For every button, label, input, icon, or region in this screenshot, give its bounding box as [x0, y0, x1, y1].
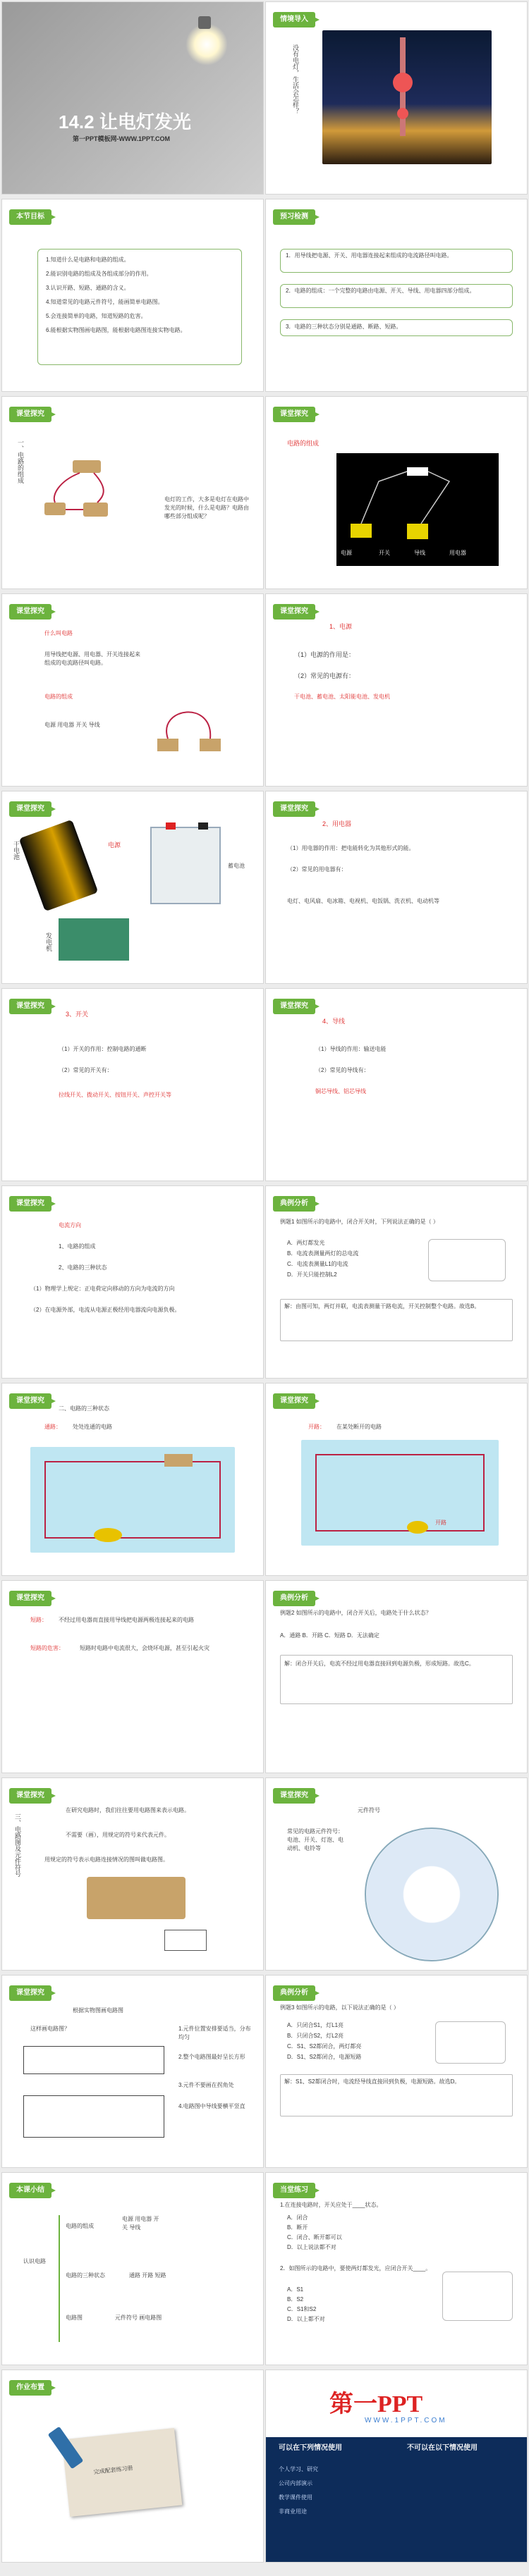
goal-4: 5.会连接简单的电路，知道短路的危害。 — [46, 313, 147, 319]
tag-precheck: 预习检测 — [273, 209, 315, 225]
example3-question: 例题3 如图所示的电路，以下说法正确的是（ ） — [280, 2004, 399, 2011]
wire-q1: （1）导线的作用：输送电能 — [315, 1046, 387, 1052]
circuit-definition: 用导线把电源、用电器、开关连接起来组成的电流路径叫电路。 — [44, 651, 140, 666]
precheck-q2: 2．电路的组成：一个完整的电路由电源、开关、导线、用电器四部分组成。 — [286, 288, 475, 294]
row-1: 公司内部演示 — [279, 2480, 312, 2486]
tag-example-1: 典例分析 — [273, 1196, 315, 1212]
circuit-vertical-text: 一、电路的组成 — [17, 439, 24, 483]
label-3: 用电器 — [449, 550, 466, 556]
subtitle-text: 第一PPT模板网-WWW.1PPT.COM — [73, 135, 170, 142]
example1-answer: 解：由图可知，两灯并联，电流表测量干路电流，开关控制整个电路。故选B。 — [284, 1303, 480, 1309]
battery-vlabel: 干电池 — [13, 841, 20, 860]
generator-label: 发电机 — [45, 932, 52, 951]
draw-sample-1 — [23, 2046, 164, 2074]
night-city-image — [322, 30, 492, 164]
wire-answer: 铜芯导线、铝芯导线 — [315, 1088, 366, 1095]
short-harm-label: 短路的危害： — [30, 1645, 64, 1651]
draw-step-1: 2.整个电路图最好呈长方形 — [178, 2054, 245, 2060]
short-desc: 不经过用电器而直接用导线把电源两极连接起来的电路 — [59, 1617, 194, 1623]
example2-answer: 解：闭合开关后，电流不经过用电器直接回到电源负极，形成短路。故选C。 — [284, 1660, 475, 1667]
symbols-title: 元件符号 — [358, 1807, 380, 1813]
diagram-photo — [87, 1877, 186, 1919]
slide-circuit-2[interactable] — [265, 396, 528, 589]
current-p2: （2）在电源外部，电流从电源正极经用电器流向电源负极。 — [30, 1307, 181, 1313]
current-l1: 1、电路的组成 — [59, 1243, 96, 1250]
power-q2: （2）常见的电源有： — [294, 672, 355, 679]
tag-explore-5: 课堂探究 — [9, 801, 51, 817]
slide-circuit-def[interactable] — [1, 593, 264, 787]
slide-current-direction[interactable] — [1, 1185, 264, 1379]
current-p1: （1）物理学上规定：正电荷定向移动的方向为电流的方向 — [30, 1286, 175, 1292]
exercise-figure — [442, 2272, 513, 2321]
open-desc: 在某处断开的电路 — [336, 1424, 382, 1430]
homework-card-text: 完成配套练习册 — [93, 2465, 133, 2476]
appliance-q1: （1）用电器的作用：把电能转化为其他形式的能。 — [287, 845, 415, 851]
symbols-note: 常见的电路元件符号：电池、开关、灯泡、电动机、电铃等 — [287, 1828, 343, 1851]
slide-symbols[interactable] — [265, 1777, 528, 1971]
slide-wire[interactable] — [265, 988, 528, 1181]
allowed-heading: 可以在下列情况使用 — [279, 2444, 342, 2452]
closed-circuit-image — [30, 1447, 235, 1553]
label-0: 电源 — [341, 550, 352, 556]
exercise-q1-a: A．闭合 — [287, 2214, 308, 2221]
slide-switch[interactable] — [1, 988, 264, 1181]
exercise-q2: 2．如图所示的电路中，要使两灯都发光，应闭合开关____。 — [280, 2265, 432, 2272]
exercise-q1-b: B．断开 — [287, 2224, 308, 2231]
circuit-comp-title: 电路的组成 — [44, 694, 73, 700]
slide-copyright[interactable] — [265, 2369, 528, 2563]
label-2: 导线 — [414, 550, 425, 556]
tag-explore-14: 课堂探究 — [273, 1788, 315, 1804]
exercise-q2-d: D．以上都不对 — [287, 2316, 325, 2322]
tag-exercise: 当堂练习 — [273, 2183, 315, 2198]
example1-opt-b: B．电流表测量两灯的总电流 — [287, 1250, 359, 1257]
summary-branch-2-items: 通路 开路 短路 — [129, 2272, 166, 2279]
example1-figure — [428, 1239, 506, 1281]
example1-opt-d: D．开关只能控制L2 — [287, 1271, 337, 1278]
precheck-q3: 3．电路的三种状态分别是通路、断路、短路。 — [286, 323, 402, 330]
power-answer: 干电池、蓄电池、太阳能电池、发电机 — [294, 694, 390, 700]
exercise-q2-c: C．S1和S2 — [287, 2306, 317, 2312]
tag-explore-13: 课堂探究 — [9, 1788, 51, 1804]
goal-0: 1.知道什么是电路和电路的组成。 — [46, 257, 130, 263]
slide-closed-circuit[interactable] — [1, 1383, 264, 1576]
short-harm-desc: 短路时电路中电流很大，会烧坏电源，甚至引起火灾 — [80, 1645, 209, 1651]
ppt-logo: 第一PPT — [329, 2391, 423, 2417]
goal-5: 6.能根据实物图画电路图，能根据电路图连接实物电路。 — [46, 327, 186, 333]
draw-step-0: 1.元件位置安排要适当，分布均匀 — [178, 2026, 251, 2040]
exercise-q2-a: A．S1 — [287, 2286, 304, 2293]
tag-explore-10: 课堂探究 — [9, 1393, 51, 1409]
tag-explore-3: 课堂探究 — [9, 604, 51, 620]
example3-opt-c: C．S1、S2都闭合，两灯都亮 — [287, 2043, 362, 2050]
exercise-q2-b: B．S2 — [287, 2296, 304, 2303]
bulb-glow-icon — [186, 23, 228, 66]
goal-1: 2.能识别电路的组成及各组成部分的作用。 — [46, 271, 152, 277]
slide-power[interactable] — [265, 593, 528, 787]
appliance-q2: （2）常见的用电器有： — [287, 866, 347, 873]
circuit-black-photo — [336, 453, 499, 566]
open-label: 开路： — [308, 1424, 325, 1430]
goal-2: 3.认识开路、短路、通路的含义。 — [46, 285, 130, 291]
label-1: 开关 — [379, 550, 390, 556]
copyright-panel — [266, 2437, 527, 2563]
open-circuit-image — [301, 1440, 499, 1546]
storage-battery-image — [150, 827, 221, 904]
tag-explore-6: 课堂探究 — [273, 801, 315, 817]
power-source-label: 电源 — [108, 842, 121, 849]
tag-explore-4: 课堂探究 — [273, 604, 315, 620]
slide-intro[interactable] — [265, 1, 528, 195]
circuit-photo-2 — [143, 700, 249, 763]
current-dir-title: 电流方向 — [59, 1222, 81, 1228]
circuit-note: 电灯的工作，大多是电灯在电路中发光的时候，什么是电路？电路由哪些部分组成呢？ — [164, 496, 249, 519]
example1-question: 例题1 如图所示的电路中，闭合开关时，下列说法正确的是（ ） — [280, 1219, 439, 1225]
bulb-base-icon — [198, 16, 211, 29]
generator-image — [59, 918, 129, 961]
diagram-symbol — [164, 1930, 207, 1951]
slide-batteries[interactable] — [1, 791, 264, 984]
slide-title[interactable] — [1, 1, 264, 195]
tag-explore-1: 课堂探究 — [9, 407, 51, 422]
slide-draw-diagram[interactable] — [1, 1975, 264, 2168]
row-3: 非商业用途 — [279, 2508, 307, 2515]
circuit-comp-labels: 电源 用电器 开关 导线 — [44, 722, 100, 728]
summary-branch-3: 电路图 — [66, 2315, 83, 2321]
tag-example-2: 典例分析 — [273, 1591, 315, 1606]
tag-intro: 情境导入 — [273, 12, 315, 27]
summary-branch-3-items: 元件符号 画电路图 — [115, 2315, 162, 2321]
tag-explore-12: 课堂探究 — [9, 1591, 51, 1606]
draw-sample-2 — [23, 2095, 164, 2138]
draw-question: 这样画电路图？ — [30, 2026, 70, 2032]
summary-branch-1: 电路的组成 — [66, 2223, 94, 2229]
diagram-p2: 不需要（画），用规定的符号来代表元件。 — [66, 1832, 170, 1838]
what-is-circuit: 什么叫电路 — [44, 630, 73, 636]
slide-example-3[interactable] — [265, 1975, 528, 2168]
storage-battery-label: 蓄电池 — [228, 863, 245, 869]
ppt-url: WWW.1PPT.COM — [365, 2417, 447, 2424]
example3-opt-b: B．只闭合S2，灯L2亮 — [287, 2033, 344, 2039]
goals-box — [37, 249, 242, 365]
closed-label: 通路： — [44, 1424, 61, 1430]
draw-step-3: 4.电路图中导线要横平竖直 — [178, 2103, 245, 2109]
closed-desc: 处处连通的电路 — [73, 1424, 112, 1430]
example3-opt-a: A．只闭合S1，灯L1亮 — [287, 2022, 344, 2028]
example3-opt-d: D．S1、S2都闭合，电源短路 — [287, 2054, 362, 2060]
tag-example-3: 典例分析 — [273, 1985, 315, 2001]
draw-title: 根据实物图画电路图 — [73, 2007, 123, 2014]
draw-step-2: 3.元件不要画在拐角处 — [178, 2082, 234, 2088]
summary-branch-2: 电路的三种状态 — [66, 2272, 105, 2279]
slide-homework[interactable] — [1, 2369, 264, 2563]
slide-exercise[interactable] — [265, 2172, 528, 2365]
diagram-vertical-title: 三、电路图及元件符号 — [14, 1813, 21, 1877]
example1-opt-c: C．电流表测量L1的电流 — [287, 1261, 348, 1267]
precheck-q1: 1．用导线把电源、开关、用电器连接起来组成的电流路径叫电路。 — [286, 252, 453, 259]
power-title: 1、电源 — [329, 623, 353, 630]
example2-options: A．通路 B．开路 C．短路 D．无法确定 — [280, 1632, 379, 1639]
example3-figure — [435, 2021, 506, 2064]
appliance-list: 电灯、电风扇、电冰箱、电视机、电饭锅、洗衣机、电动机等 — [287, 898, 439, 904]
current-l2: 2、电路的三种状态 — [59, 1264, 107, 1271]
tag-homework: 作业布置 — [9, 2380, 51, 2396]
slide-goals[interactable] — [1, 199, 264, 392]
switch-answer: 拉线开关、拨动开关、按钮开关、声控开关等 — [59, 1092, 171, 1098]
diagram-p1: 在研究电路时，我们往往要用电路图来表示电路。 — [66, 1807, 190, 1813]
homework-card — [62, 2428, 183, 2517]
wire-q2: （2）常见的导线有： — [315, 1067, 370, 1073]
exercise-q1: 1.在连接电路时，开关应处于____状态。 — [280, 2202, 382, 2208]
appliance-title: 2、用电器 — [322, 820, 352, 827]
example2-question: 例题2 如图所示的电路中，闭合开关后，电路处于什么状态？ — [280, 1610, 432, 1616]
dry-battery-image — [19, 820, 99, 912]
summary-branch-1-items: 电源 用电器 开关 导线 — [122, 2216, 159, 2231]
summary-root: 认识电路 — [23, 2258, 46, 2264]
goal-3: 4.知道常见的电路元件符号，能画简单电路图。 — [46, 299, 164, 305]
slide-circuit-1[interactable] — [1, 396, 264, 589]
slide-appliances[interactable] — [265, 791, 528, 984]
slide-example-1[interactable] — [265, 1185, 528, 1379]
tag-explore-15: 课堂探究 — [9, 1985, 51, 2001]
tag-explore-9: 课堂探究 — [9, 1196, 51, 1212]
slide-summary[interactable] — [1, 2172, 264, 2365]
switch-title: 3、开关 — [66, 1011, 89, 1018]
switch-q1: （1）开关的作用：控制电路的通断 — [59, 1046, 147, 1052]
short-label: 短路： — [30, 1617, 47, 1623]
row-0: 个人学习、研究 — [279, 2466, 318, 2472]
three-states-title: 二、电路的三种状态 — [59, 1405, 109, 1412]
tag-explore-11: 课堂探究 — [273, 1393, 315, 1409]
diagram-p3: 用规定的符号表示电路连接情况的图叫做电路图。 — [44, 1856, 169, 1863]
example1-opt-a: A．两灯都发光 — [287, 1240, 325, 1246]
example3-answer: 解：S1、S2都闭合时，电流经导线直接回到负极，电源短路。故选D。 — [284, 2078, 461, 2085]
forbidden-heading: 不可以在以下情况使用 — [407, 2444, 478, 2452]
slide-precheck[interactable] — [265, 199, 528, 392]
exercise-q1-d: D．以上说法都不对 — [287, 2244, 336, 2250]
wire-title: 4、导线 — [322, 1018, 346, 1025]
tag-summary: 本课小结 — [9, 2183, 51, 2198]
circuit-photo — [44, 460, 115, 524]
slide-short-circuit[interactable] — [1, 1580, 264, 1773]
circuit-components-red: 电路的组成 — [287, 440, 320, 447]
row-2: 教学课件使用 — [279, 2494, 312, 2501]
tag-explore-8: 课堂探究 — [273, 999, 315, 1014]
open-switch-label: 开路 — [435, 1520, 446, 1526]
intro-vertical-text: 没有电灯，生活会怎样？ — [292, 44, 299, 114]
slide-open-circuit[interactable] — [265, 1383, 528, 1576]
tag-goals: 本节目标 — [9, 209, 51, 225]
switch-q2: （2）常见的开关有： — [59, 1067, 113, 1073]
symbols-wheel — [365, 1828, 499, 1961]
power-q1: （1）电源的作用是： — [294, 651, 355, 658]
slide-circuit-diagram[interactable] — [1, 1777, 264, 1971]
tag-explore-7: 课堂探究 — [9, 999, 51, 1014]
tag-explore-2: 课堂探究 — [273, 407, 315, 422]
title-text: 14.2 让电灯发光 — [59, 111, 191, 133]
slide-example-2[interactable] — [265, 1580, 528, 1773]
exercise-q1-c: C．闭合、断开都可以 — [287, 2234, 342, 2241]
